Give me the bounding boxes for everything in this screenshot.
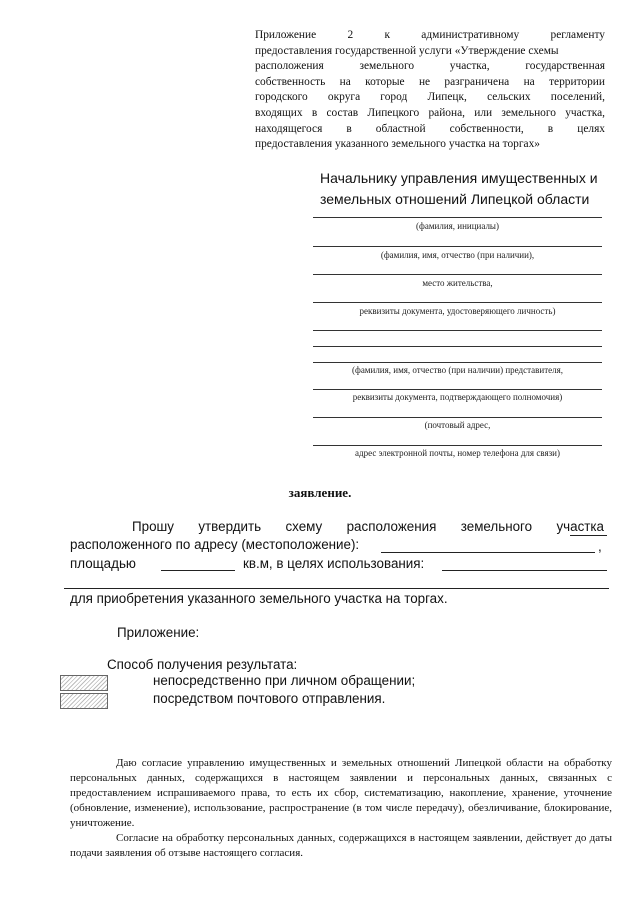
appendix-line: расположения земельного участка, государственная (255, 60, 605, 73)
purpose-continuation-field[interactable] (64, 588, 609, 589)
field-caption: (фамилия, имя, отчество (при наличии), (380, 250, 535, 260)
area-label: площадью (70, 556, 136, 571)
auction-purpose-text: для приобретения указанного земельного участка на торгах. (70, 591, 448, 606)
field-caption: (фамилия, инициалы) (416, 221, 499, 231)
appendix-line: находящегося в областной собственности, в целях (255, 122, 605, 135)
id-document-field[interactable] (313, 302, 602, 303)
field-caption: (фамилия, имя, отчество (при наличии) представителя, (351, 365, 564, 375)
addressee-line: Начальнику управления имущественных и (320, 170, 598, 186)
in-person-option: непосредственно при личном обращении; (153, 673, 416, 688)
field-caption: реквизиты документа, подтверждающего полномочия) (352, 392, 563, 402)
appendix-line: входящих в состав Липецкого района, или земельного участка, (255, 106, 605, 119)
field-caption: (почтовый адрес, (424, 420, 491, 430)
applicant-name-field[interactable] (313, 217, 602, 218)
address-field[interactable] (381, 552, 595, 553)
addressee-block (320, 168, 610, 210)
residence-field[interactable] (313, 274, 602, 275)
purpose-label: кв.м, в целях использования: (243, 556, 425, 571)
contact-field[interactable] (313, 445, 602, 446)
field-caption: реквизиты документа, удостоверяющего личность) (359, 306, 556, 316)
mail-checkbox[interactable] (60, 693, 108, 709)
appendix-line: городского округа город Липецк, сельских поселений, (255, 91, 605, 104)
purpose-field[interactable] (442, 570, 607, 571)
consent-paragraph: Согласие на обработку персональных данных, содержащихся в настоящем заявлении, действует до даты подачи заявления об отзыве настоящего согласия. (70, 832, 612, 859)
blank-field[interactable] (313, 346, 602, 347)
mail-option: посредством почтового отправления. (153, 691, 386, 706)
address-comma: , (598, 539, 602, 554)
result-method-label: Способ получения результата: (107, 657, 298, 672)
consent-paragraph: Даю согласие управлению имущественных и земельных отношений Липецкой области на обработку персональных данных, содержащихся в настоящем заявлении и персональных данных, связанных с предоставлением испрашиваемого права, то есть их сбор, систематизацию, накопление, хранение, уточнение (обновление, изменение), использование, распространение (в том числе передачу), обезличивание, блокирование, уничтожение. (70, 757, 612, 829)
addressee-line: земельных отношений Липецкой области (320, 191, 590, 207)
consent-block (70, 756, 612, 861)
document-title: заявление. (288, 485, 352, 500)
blank-field[interactable] (313, 330, 602, 331)
field-caption: адрес электронной почты, номер телефона для связи) (355, 448, 560, 458)
appendix-note (255, 28, 605, 153)
appendix-line: предоставления государственной услуги «Утверждение схемы (255, 44, 559, 57)
field-caption: место жительства, (422, 278, 493, 288)
appendix-line: предоставления указанного земельного участка на торгах» (255, 138, 540, 151)
representative-name-field[interactable] (313, 362, 602, 363)
request-line: Прошу утвердить схему расположения земельного участка (132, 519, 604, 534)
attachment-label: Приложение: (117, 625, 200, 640)
appendix-line: Приложение 2 к административному регламенту (255, 29, 605, 41)
address-label: расположенного по адресу (местоположение): (70, 537, 360, 552)
in-person-checkbox[interactable] (60, 675, 108, 691)
appendix-line: собственность на которые не разграничена на территории (255, 75, 605, 88)
postal-address-field[interactable] (313, 417, 602, 418)
area-field[interactable] (161, 570, 235, 571)
applicant-fullname-field[interactable] (313, 246, 602, 247)
authority-document-field[interactable] (313, 389, 602, 390)
request-underline[interactable] (570, 535, 607, 536)
